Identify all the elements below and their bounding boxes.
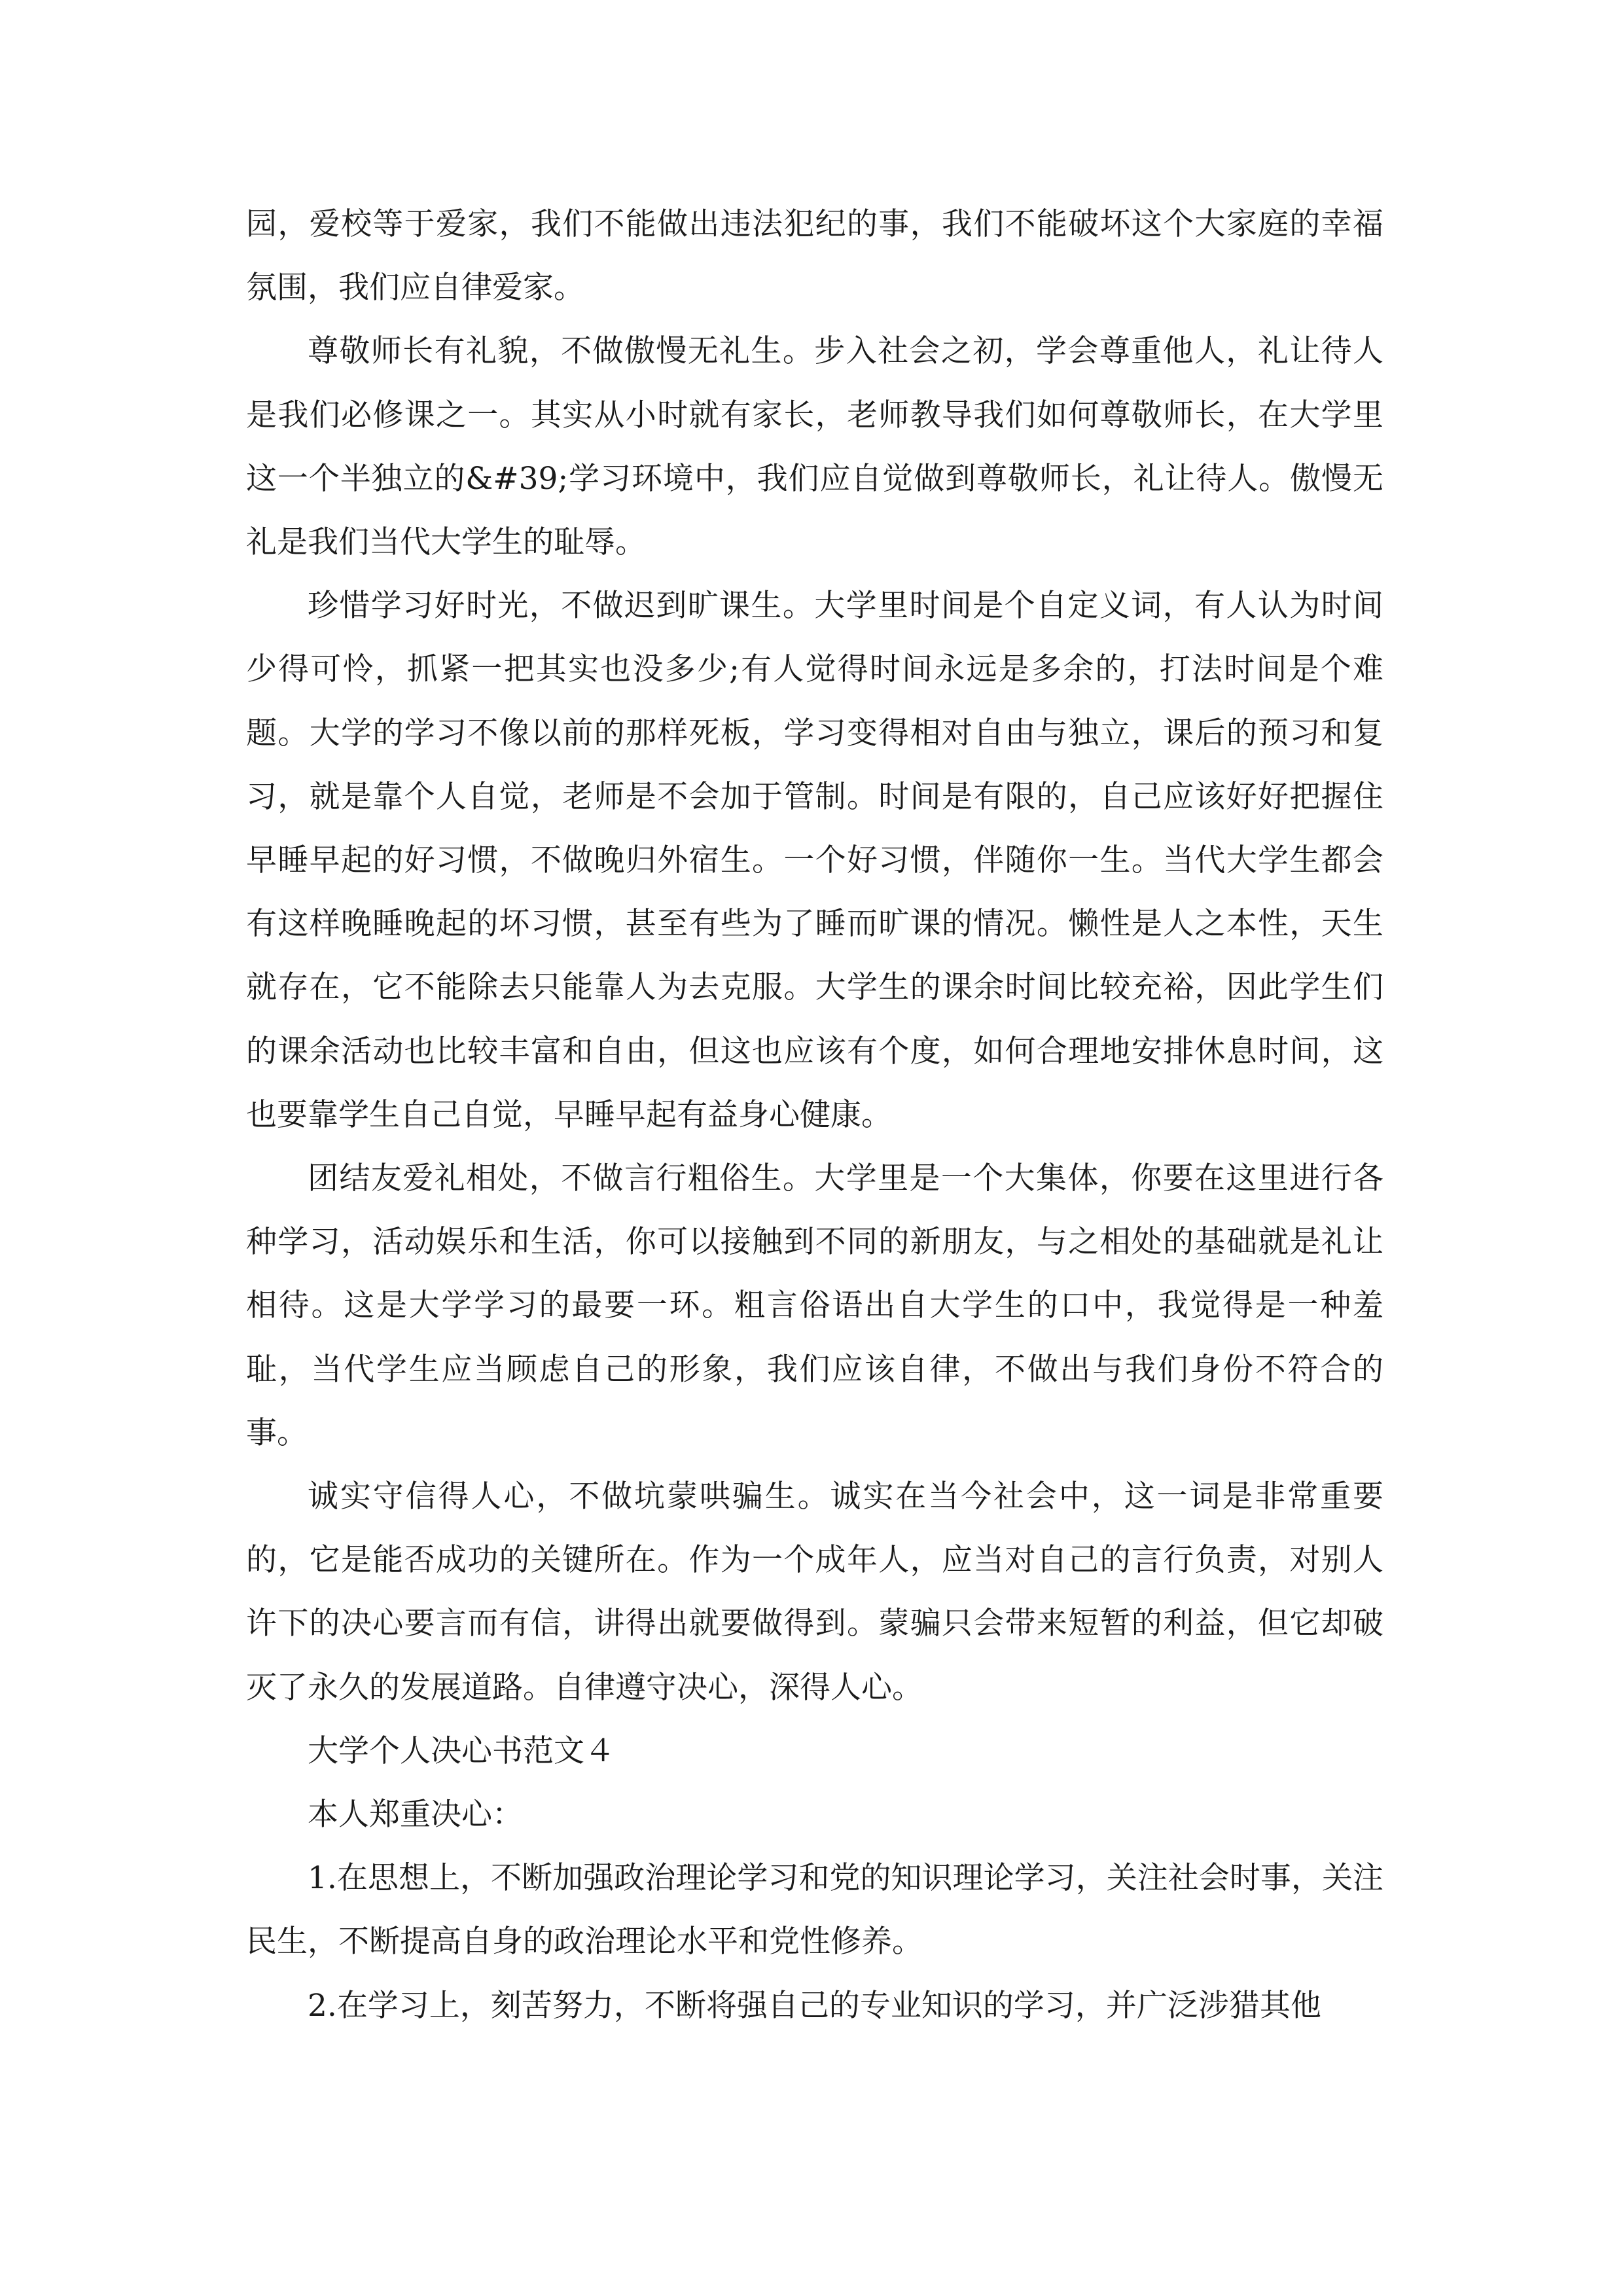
paragraph-pledge-item-1: 1.在思想上，不断加强政治理论学习和党的知识理论学习，关注社会时事，关注民生，不断提高自身的政治理论水平和党性修养。 xyxy=(246,1860,1383,1960)
paragraph-unity-friendship: 团结友爱礼相处，不做言行粗俗生。大学里是一个大集体，你要在这里进行各种学习，活动娱乐和生活，你可以接触到不同的新朋友，与之相处的基础就是礼让相待。这是大学学习的最要一环。粗言俗语出自大学生的口中，我觉得是一种羞耻，当代学生应当顾虑自己的形象，我们应该自律，不做出与我们身份不符合的事。 xyxy=(246,1160,1383,1451)
paragraph-continuation: 园，爱校等于爱家，我们不能做出违法犯纪的事，我们不能破坏这个大家庭的幸福氛围，我们应自律爱家。 xyxy=(246,206,1383,306)
paragraph-pledge-intro: 本人郑重决心： xyxy=(308,1797,523,1833)
paragraph-pledge-item-2: 2.在学习上，刻苦努力，不断将强自己的专业知识的学习，并广泛涉猎其他 xyxy=(308,1987,1321,2024)
paragraph-honesty: 诚实守信得人心，不做坑蒙哄骗生。诚实在当今社会中，这一词是非常重要的，它是能否成功的关键所在。作为一个成年人，应当对自己的言行负责，对别人许下的决心要言而有信，讲得出就要做得到。蒙骗只会带来短暂的利益，但它却破灭了永久的发展道路。自律遵守决心，深得人心。 xyxy=(246,1479,1383,1706)
paragraph-cherish-study-time: 珍惜学习好时光，不做迟到旷课生。大学里时间是个自定义词，有人认为时间少得可怜，抓紧一把其实也没多少;有人觉得时间永远是多余的，打法时间是个难题。大学的学习不像以前的那样死板，学习变得相对自由与独立，课后的预习和复习，就是靠个人自觉，老师是不会加于管制。时间是有限的，自己应该好好把握住早睡早起的好习惯，不做晚归外宿生。一个好习惯，伴随你一生。当代大学生都会有这样晚睡晚起的坏习惯，甚至有些为了睡而旷课的情况。懒性是人之本性，天生就存在，它不能除去只能靠人为去克服。大学生的课余时间比较充裕，因此学生们的课余活动也比较丰富和自由，但这也应该有个度，如何合理地安排休息时间，这也要靠学生自己自觉，早睡早起有益身心健康。 xyxy=(246,588,1383,1133)
paragraph-respect-teachers: 尊敬师长有礼貌，不做傲慢无礼生。步入社会之初，学会尊重他人，礼让待人是我们必修课之一。其实从小时就有家长，老师教导我们如何尊敬师长，在大学里这一个半独立的&#39;学习环境中，我们应自觉做到尊敬师长，礼让待人。傲慢无礼是我们当代大学生的耻辱。 xyxy=(246,333,1383,561)
section-heading: 大学个人决心书范文４ xyxy=(308,1732,615,1769)
document-body xyxy=(246,192,1383,2037)
